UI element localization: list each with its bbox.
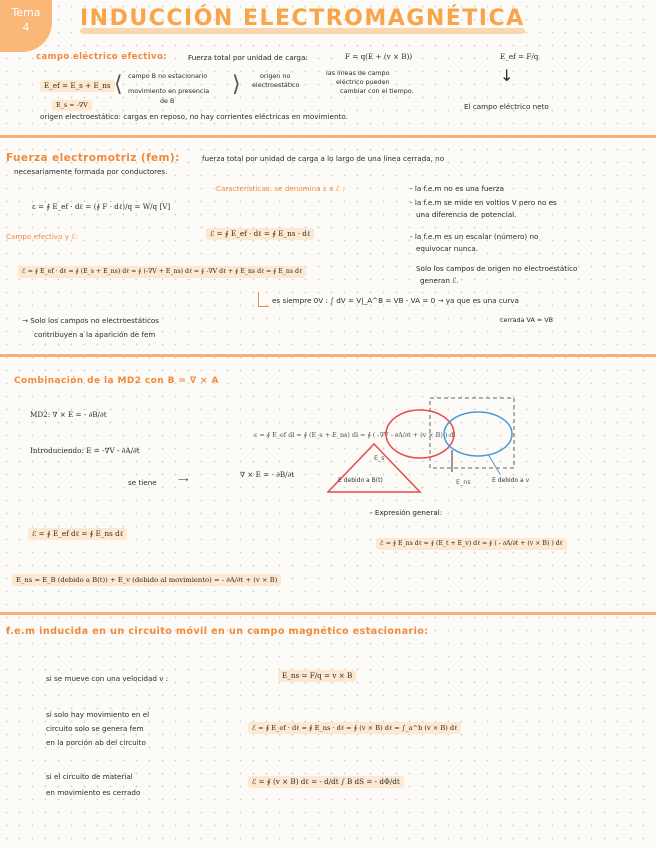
char-heading-text: Características: se denomina ε o ℰ : xyxy=(216,184,345,193)
section3-heading: Combinación de la MD2 con B = ∇ × A xyxy=(14,376,219,386)
net-field-note: El campo eléctrico neto xyxy=(464,102,549,111)
char-item-1: - la f.e.m no es una fuerza xyxy=(410,184,504,193)
rotational-equation: ∇ × E = - ∂B/∂t xyxy=(240,470,295,479)
lines-line3: cambiar con el tiempo. xyxy=(340,87,414,95)
es-equation: E_s = -∇V xyxy=(52,100,92,111)
divider-1 xyxy=(0,135,656,138)
label-debido-v: E debido a v xyxy=(492,477,530,484)
char-item-3a: - la f.e.m es un escalar (número) no xyxy=(410,232,539,241)
branch-motion-b: de B xyxy=(160,97,175,105)
char-item-2a: - la f.e.m se mide en voltios V pero no es xyxy=(410,198,557,207)
md2-equation: MD2: ∇ × E = - ∂B/∂t xyxy=(30,410,107,419)
only-motion-line1: si solo hay movimiento en el xyxy=(46,710,150,719)
zero-volt-note: es siempre 0V : ∫ dV = V|_A^B = VB - VA = 0 → ya que es una curva xyxy=(272,296,519,305)
char-item-3b: equivocar nunca. xyxy=(416,244,479,253)
v-arrow xyxy=(488,454,500,474)
label-ens: E_ns xyxy=(456,478,471,486)
closed-circuit-equation: ℰ = ∮ (v × B) dℓ = - d/dt ∫ B dS = - dΦ/dt xyxy=(248,776,404,788)
badge-label: Tema xyxy=(11,6,41,19)
char-item-4b: generan ℰ. xyxy=(420,276,459,285)
portion-equation: ℰ = ∮ E_ef · dℓ = ∮ E_ns · dℓ = ∮ (v × B) dℓ = ∫_a^b (v × B) dℓ xyxy=(248,722,461,734)
material-line2: en movimiento es cerrado xyxy=(46,788,141,797)
force-equation: F = q(E + (v × B)) xyxy=(345,52,413,61)
title-text: INDUCCIÓN ELECTROMAGNÉTICA xyxy=(80,6,525,31)
general-fem-equation: ε = ∮ E_ef dl = ∮ (E_s + E_ns) dl = ∮ ( -∇V - ∂A/∂t + (v × B) ) dl xyxy=(254,431,456,439)
badge-number: 4 xyxy=(22,21,30,34)
section2-heading: Fuerza electromotriz (fem): xyxy=(6,152,180,164)
arrow-right-icon: ⟶ xyxy=(178,475,189,484)
page-title xyxy=(80,6,525,31)
section4-heading: f.e.m inducida en un circuito móvil en un campo magnético estacionario: xyxy=(6,626,429,637)
ens-velocity-equation: E_ns = F/q = v × B xyxy=(278,670,356,682)
divider-3 xyxy=(0,612,656,615)
branch-motion: movimiento en presencia xyxy=(128,87,210,95)
only-nonstatic-line1: → Solo los campos no electroestáticos xyxy=(22,316,160,325)
general-expression-equation: ℰ = ∮ E_ns dℓ = ∮ (E_t + E_v) dℓ = ∮ ( - ∂A/∂t + (v × B) ) dℓ xyxy=(376,538,567,550)
campo-ef-text: Campo efectivo y ℰ: xyxy=(6,232,79,241)
topic-badge xyxy=(0,0,52,52)
origin-line1: origen no xyxy=(260,72,291,80)
callout-arrow-icon xyxy=(258,292,269,307)
fem-ef-ns-equation: ℰ = ∮ E_ef dℓ = ∮ E_ns dℓ xyxy=(28,528,127,540)
intro-equation: Introduciendo: E = -∇V - ∂A/∂t xyxy=(30,446,140,455)
only-motion-line2: circuito solo se genera fem xyxy=(46,724,144,733)
bracket-left-icon: ⟨ xyxy=(114,72,123,97)
eef-equation: E_ef = E_s + E_ns xyxy=(40,80,115,92)
divider-2 xyxy=(0,354,656,357)
lines-line1: las líneas de campo xyxy=(326,69,390,77)
fem-expansion-equation: ℰ = ∮ E_ef · dℓ = ∮ (E_s + E_ns) dℓ = ∮ (-∇V + E_ns) dℓ = ∮ -∇V dℓ + ∮ E_ns dℓ = ∮ E_ns dℓ xyxy=(18,266,306,278)
sec1-definition: Fuerza total por unidad de carga: xyxy=(188,53,308,62)
eef-force-ratio: E_ef = F/q xyxy=(500,52,539,61)
fem-def-line1: fuerza total por unidad de carga a lo largo de una línea cerrada, no xyxy=(202,154,445,163)
char-item-4a: Solo los campos de origen no electroestático xyxy=(416,264,578,273)
fem-ens-equation: ℰ = ∮ E_ef · dℓ = ∮ E_ns · dℓ xyxy=(206,228,314,240)
only-nonstatic-line2: contribuyen a la aparición de fem xyxy=(34,330,156,339)
dashed-box xyxy=(430,398,514,468)
material-line1: si el circuito de material xyxy=(46,772,133,781)
origin-line2: electroestático xyxy=(252,81,300,89)
general-expression-heading: - Expresión general: xyxy=(370,508,443,517)
ens-components-equation: E_ns = E_B (debido a B(t)) + E_v (debido al movimiento) = - ∂A/∂t + (v × B) xyxy=(12,574,281,586)
origin-static-note: origen electroestático: cargas en reposo, no hay corrientes eléctricas en movimiento. xyxy=(40,112,348,121)
section1-heading: campo eléctrico efectivo: xyxy=(36,52,168,62)
only-motion-line3: en la porción ab del circuito xyxy=(46,738,146,747)
fem-equation: ε = ∮ E_ef · dℓ = (∮ F · dℓ)/q = W/q [V] xyxy=(32,202,171,211)
char-item-2b: una diferencia de potencial. xyxy=(416,210,517,219)
lines-line2: eléctrico pueden xyxy=(336,78,390,86)
se-tiene-label: se tiene xyxy=(128,478,157,487)
label-debido-b: E debido a B(t) xyxy=(338,477,383,484)
campo-efectivo-heading xyxy=(6,232,78,242)
bracket-right-icon: ⟩ xyxy=(232,72,241,97)
closed-curve-note: cerrada VA = VB xyxy=(500,316,554,324)
branch-nonstationary: campo B no estacionario xyxy=(128,72,208,80)
label-es: E_s xyxy=(374,454,385,462)
down-arrow-icon: ↓ xyxy=(500,66,514,85)
fem-def-line2: necesariamente formada por conductores. xyxy=(14,167,168,176)
characteristics-heading xyxy=(216,184,345,194)
velocity-note: si se mueve con una velocidad v : xyxy=(46,674,169,683)
